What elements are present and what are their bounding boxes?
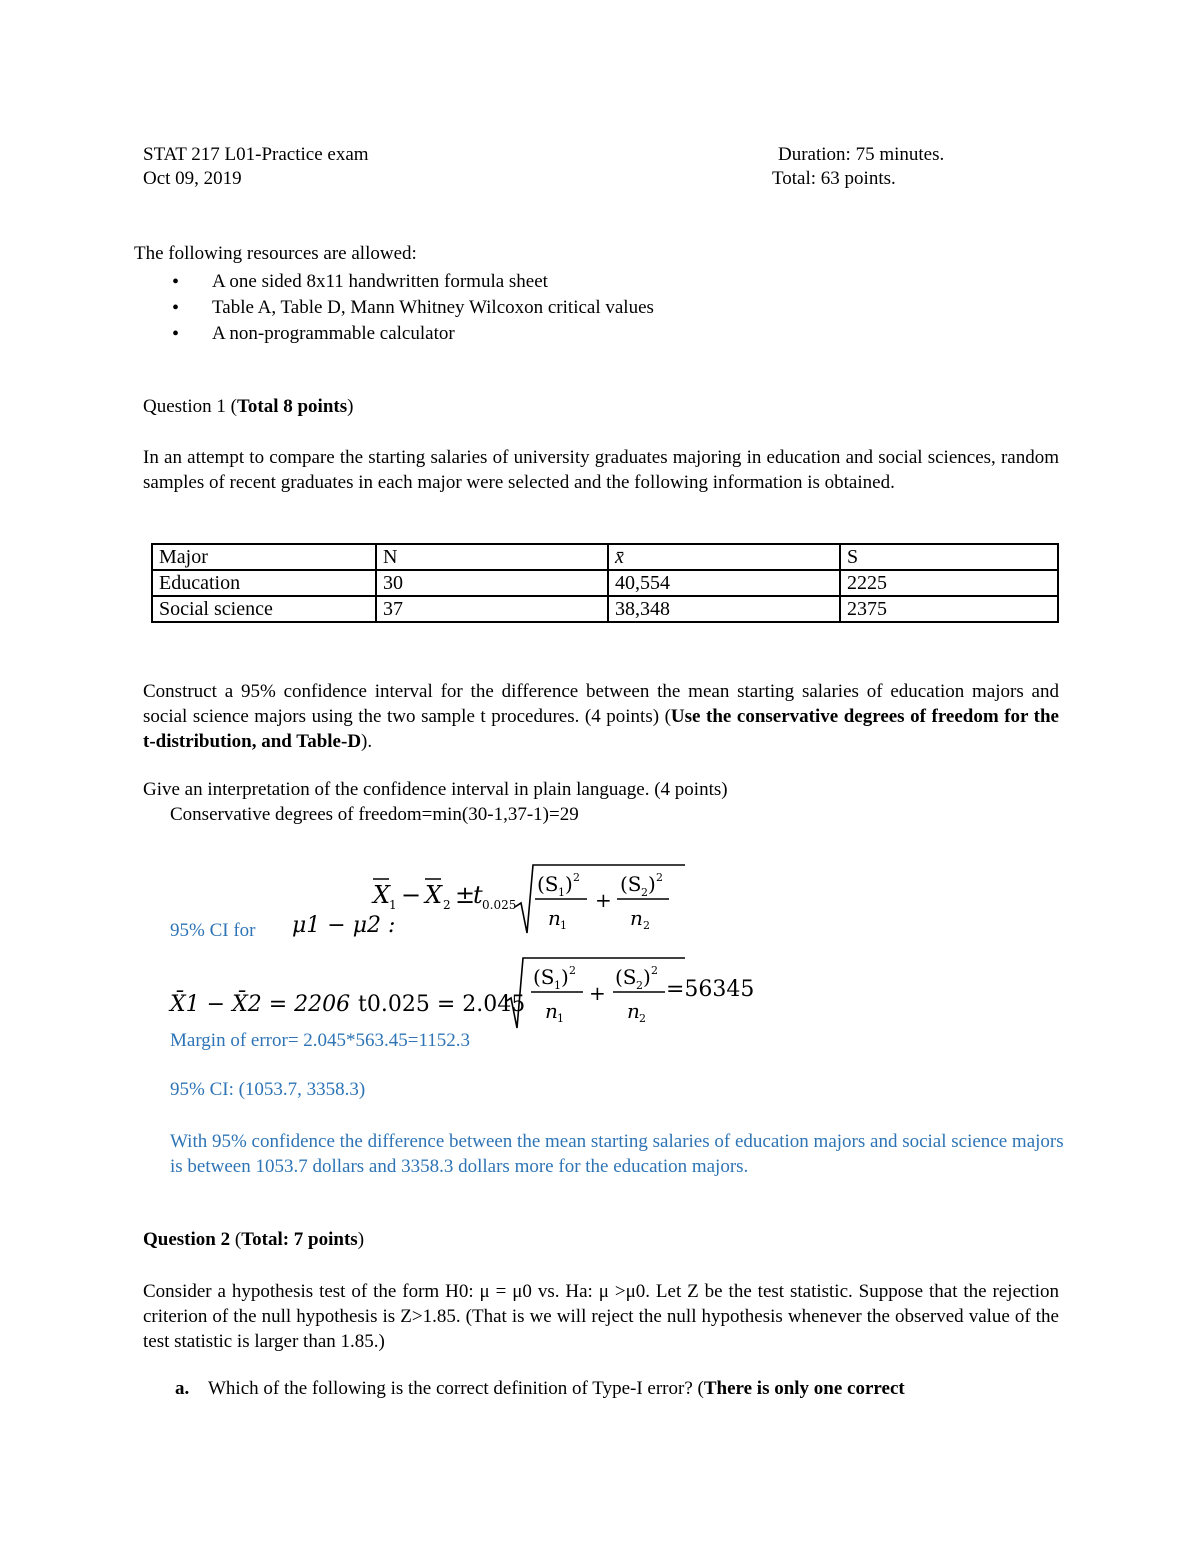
svg-text:X: X — [425, 881, 443, 909]
se-radical — [505, 950, 685, 1030]
q1-title: Question 1 (Total 8 points) — [143, 396, 354, 417]
svg-text:2: 2 — [573, 871, 580, 884]
diff-value: X̄1 − X̄2 = 2206 — [170, 992, 351, 1017]
svg-text:(S: (S — [615, 965, 637, 989]
svg-text:n: n — [545, 999, 558, 1023]
resources-intro: The following resources are allowed: — [134, 243, 417, 264]
table-cell: 30 — [376, 570, 608, 596]
salary-table — [151, 543, 1059, 623]
svg-text:2: 2 — [636, 979, 643, 992]
table-row — [152, 570, 1058, 596]
q2-body: Consider a hypothesis test of the form H0: μ = μ0 vs. Ha: μ >μ0. Let Z be the test statistic. Suppose that the rejection criterion of the null hypothesis is Z>1.85. (That is we will reject the null hypothesis whenever the observed value of the test statistic is larger than 1.85.) — [143, 1281, 1059, 1352]
svg-text:1: 1 — [560, 919, 567, 932]
table-header-cell: x̄ — [608, 544, 840, 570]
svg-text:−: − — [401, 881, 422, 909]
ci-label: 95% CI for — [170, 920, 256, 941]
table-cell: 38,348 — [608, 596, 840, 622]
table-cell: 37 — [376, 596, 608, 622]
exam-total: Total: 63 points. — [772, 168, 896, 189]
ci-conclusion: With 95% confidence the difference between the mean starting salaries of education majors and social science majors is between 1053.7 dollars and 3358.3 dollars more for the education majors. — [170, 1131, 1064, 1177]
svg-text:n: n — [548, 906, 561, 930]
svg-text:2: 2 — [651, 964, 658, 977]
q2-title: Question 2 (Total: 7 points) — [143, 1229, 365, 1250]
svg-text:1: 1 — [554, 979, 561, 992]
ci-formula — [365, 855, 685, 935]
table-header-cell: S — [840, 544, 1058, 570]
svg-text:2: 2 — [639, 1012, 646, 1025]
svg-text:2: 2 — [641, 886, 648, 899]
svg-text:): ) — [561, 965, 569, 989]
svg-text:): ) — [565, 872, 573, 896]
svg-text:t: t — [473, 881, 483, 909]
ci-result: 95% CI: (1053.7, 3358.3) — [170, 1079, 366, 1100]
table-cell: Education — [152, 570, 376, 596]
table-cell: Social science — [152, 596, 376, 622]
q1-intro: In an attempt to compare the starting salaries of university graduates majoring in education and social sciences, random samples of recent graduates in each major were selected and the following information is obtained. — [143, 447, 1059, 493]
svg-text:n: n — [630, 906, 643, 930]
list-item: • A non-programmable calculator — [172, 321, 654, 347]
table-row — [152, 544, 1058, 570]
q1-df-line: Conservative degrees of freedom=min(30-1,37-1)=29 — [170, 804, 579, 825]
svg-text:±: ± — [455, 881, 476, 909]
list-item: • A one sided 8x11 handwritten formula sheet — [172, 269, 654, 295]
exam-duration: Duration: 75 minutes. — [778, 144, 945, 165]
svg-text:2: 2 — [656, 871, 663, 884]
svg-text:2: 2 — [443, 898, 451, 912]
q1-interpretation-prompt: Give an interpretation of the confidence interval in plain language. (4 points) — [143, 779, 728, 800]
svg-text:(S: (S — [533, 965, 555, 989]
table-header-cell: N — [376, 544, 608, 570]
table-row — [152, 596, 1058, 622]
svg-text:0.025: 0.025 — [482, 898, 517, 912]
course-title: STAT 217 L01-Practice exam — [143, 144, 369, 165]
table-cell: 2225 — [840, 570, 1058, 596]
svg-text:X: X — [373, 881, 391, 909]
svg-text:+: + — [589, 981, 606, 1005]
svg-text:2: 2 — [643, 919, 650, 932]
resources-list — [172, 269, 654, 347]
q2-part-a: a. Which of the following is the correct definition of Type-I error? (There is only one correct — [175, 1378, 905, 1399]
svg-text:): ) — [643, 965, 651, 989]
svg-text:(S: (S — [620, 872, 642, 896]
table-header-cell: Major — [152, 544, 376, 570]
svg-text:1: 1 — [558, 886, 565, 899]
svg-text:n: n — [627, 999, 640, 1023]
t-value: t0.025 = 2.045 — [358, 992, 526, 1017]
q1-task: Construct a 95% confidence interval for the difference between the mean starting salaries of education majors and social science majors using the two sample t procedures. (4 points) (Use the conservative degrees of freedom for the t-distribution, and Table-D). — [143, 681, 1059, 752]
svg-text:(S: (S — [537, 872, 559, 896]
se-value: =56345 — [666, 977, 755, 1002]
ci-params: μ1 − μ2 : — [292, 913, 396, 938]
exam-date: Oct 09, 2019 — [143, 168, 242, 189]
svg-text:+: + — [595, 888, 612, 912]
svg-text:2: 2 — [569, 964, 576, 977]
svg-text:1: 1 — [557, 1012, 564, 1025]
svg-text:): ) — [648, 872, 656, 896]
margin-of-error: Margin of error= 2.045*563.45=1152.3 — [170, 1030, 471, 1051]
list-item: • Table A, Table D, Mann Whitney Wilcoxon critical values — [172, 295, 654, 321]
svg-text:1: 1 — [389, 898, 397, 912]
table-cell: 2375 — [840, 596, 1058, 622]
table-cell: 40,554 — [608, 570, 840, 596]
